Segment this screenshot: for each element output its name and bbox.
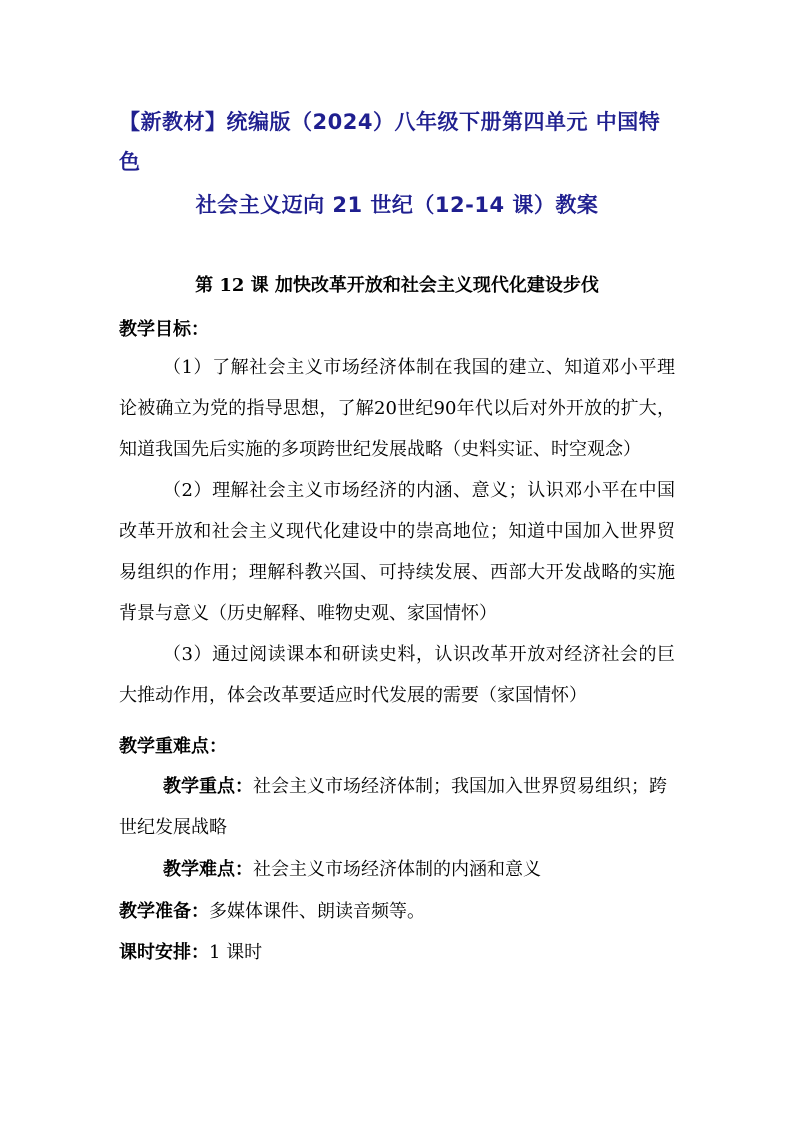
difficulty-text: 社会主义市场经济体制的内涵和意义 [253,859,541,880]
schedule-text: 1 课时 [209,942,263,963]
objective-3: （3）通过阅读课本和研读史料，认识改革开放对经济社会的巨大推动作用，体会改革要适应时代发展的需要（家国情怀） [119,644,675,706]
key-point-text: 社会主义市场经济体制；我国加入世界贸易组织；跨 [253,776,667,797]
objective-2: （2）理解社会主义市场经济的内涵、意义；认识邓小平在中国改革开放和社会主义现代化建设中的崇高地位；知道中国加入世界贸易组织的作用；理解科教兴国、可持续发展、西部大开发战略的实施背景与意义（历史解释、唯物史观、家国情怀） [119,480,675,624]
schedule-line [119,938,262,964]
document-title-line-1: 【新教材】统编版（2024）八年级下册第四单元 中国特 [119,110,661,134]
difficulty-line [163,855,541,881]
key-point-label: 教学重点： [163,776,253,797]
objective-1: （1）了解社会主义市场经济体制在我国的建立、知道邓小平理论被确立为党的指导思想，了解20世纪90年代以后对外开放的扩大，知道我国先后实施的多项跨世纪发展战略（史料实证、时空观念） [119,357,675,460]
key-point-text-continued: 世纪发展战略 [119,817,227,838]
lesson-title: 第 12 课 加快改革开放和社会主义现代化建设步伐 [195,275,599,296]
schedule-label: 课时安排： [119,942,209,963]
preparation-line [119,897,425,923]
document-title-line-2: 色 [119,150,141,174]
preparation-label: 教学准备： [119,901,209,922]
key-point-line [163,772,667,798]
key-points-heading: 教学重难点： [119,736,227,757]
document-title-line-3: 社会主义迈向 21 世纪（12-14 课）教案 [195,193,599,217]
preparation-text: 多媒体课件、朗读音频等。 [209,901,425,922]
objectives-heading: 教学目标： [119,319,209,340]
difficulty-label: 教学难点： [163,859,253,880]
